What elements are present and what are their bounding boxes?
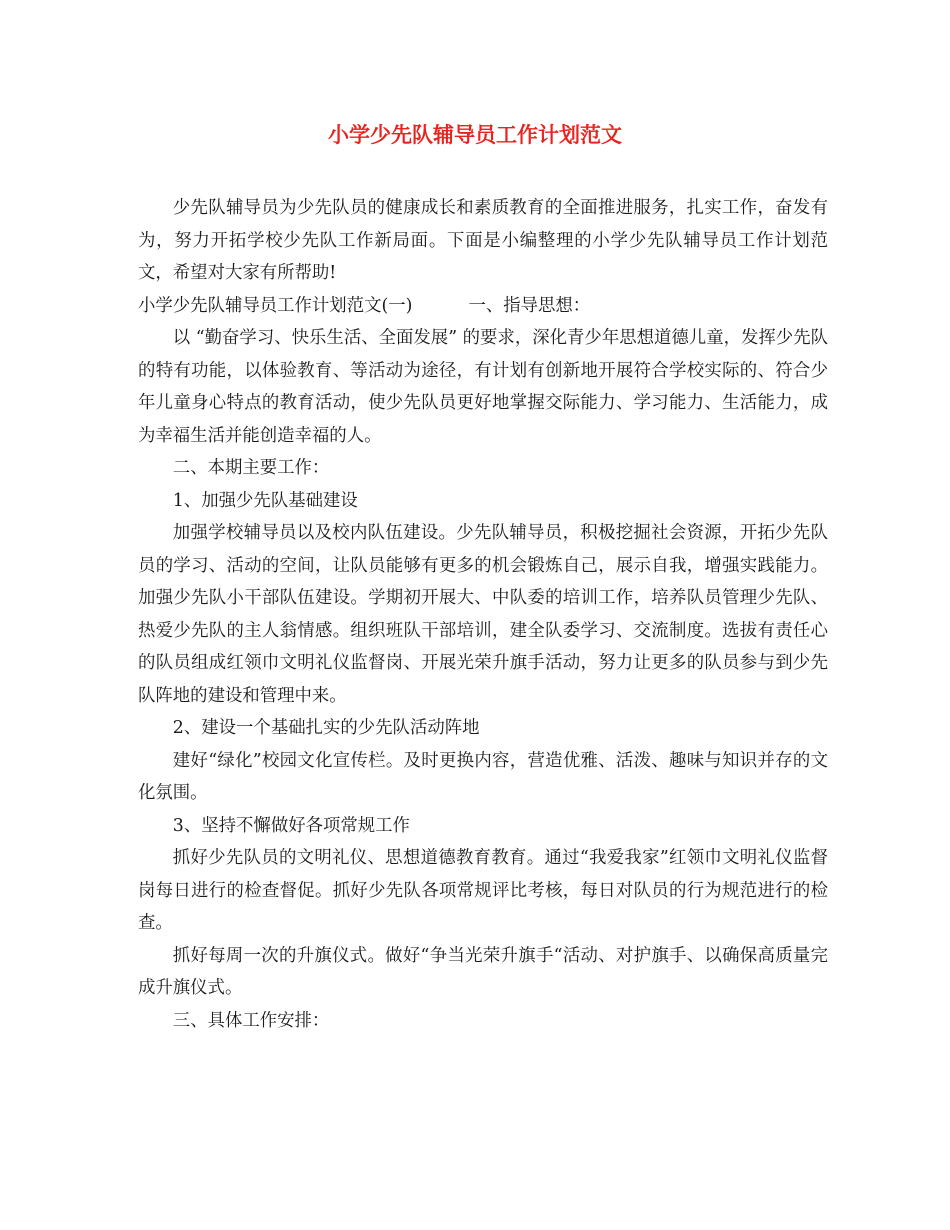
heading-item-1: 1、加强少先队基础建设 — [172, 490, 358, 511]
intro-paragraph: 少先队辅导员为少先队员的健康成长和素质教育的全面推进服务，扎实工作，奋发有为，努力开拓学校少先队工作新局面。下面是小编整理的小学少先队辅导员工作计划范文，希望对大家有所帮助! — [138, 198, 828, 283]
subheading-line — [138, 290, 828, 323]
document-body — [138, 192, 828, 1037]
subhead-plan-title: 小学少先队辅导员工作计划范文(一) — [138, 295, 413, 316]
heading-item-2: 2、建设一个基础扎实的少先队活动阵地 — [172, 718, 480, 738]
item-2-paragraph: 建好“绿化”校园文化宣传栏。及时更换内容，营造优雅、活泼、趣味与知识并存的文化氛围。 — [138, 750, 828, 803]
guiding-thought-paragraph: 以 “勤奋学习、快乐生活、全面发展” 的要求，深化青少年思想道德儿童，发挥少先队的特有功能，以体验教育、等活动为途径，有计划有创新地开展符合学校实际的、符合少年儿童身心特点的教育活动，使少先队员更好地掌握交际能力、学习能力、生活能力，成为幸福生活并能创造幸福的人。 — [138, 328, 828, 446]
item-3-paragraph-b: 抓好每周一次的升旗仪式。做好“争当光荣升旗手“活动、对护旗手、以确保高质量完成升旗仪式。 — [138, 945, 828, 998]
heading-item-3: 3、坚持不懈做好各项常规工作 — [172, 815, 410, 836]
heading-main-work: 二、本期主要工作： — [172, 458, 330, 478]
item-3-paragraph-a: 抓好少先队员的文明礼仪、思想道德教育教育。通过“我爱我家”红领巾文明礼仪监督岗每日进行的检查督促。抓好少先队各项常规评比考核，每日对队员的行为规范进行的检查。 — [138, 848, 828, 933]
item-1-paragraph: 加强学校辅导员以及校内队伍建设。少先队辅导员，积极挖掘社会资源，开拓少先队员的学习、活动的空间，让队员能够有更多的机会锻炼自己，展示自我，增强实践能力。加强少先队小干部队伍建设。学期初开展大、中队委的培训工作，培养队员管理少先队、热爱少先队的主人翁情感。组织班队干部培训，建全队委学习、交流制度。选拔有责任心的队员组成红领巾文明礼仪监督岗、开展光荣升旗手活动，努力让更多的队员参与到少先队阵地的建设和管理中来。 — [138, 523, 828, 706]
document-title: 小学少先队辅导员工作计划范文 — [328, 123, 622, 147]
heading-arrangement: 三、具体工作安排： — [172, 1010, 330, 1031]
subhead-guiding-thought: 一、指导思想： — [468, 295, 591, 316]
